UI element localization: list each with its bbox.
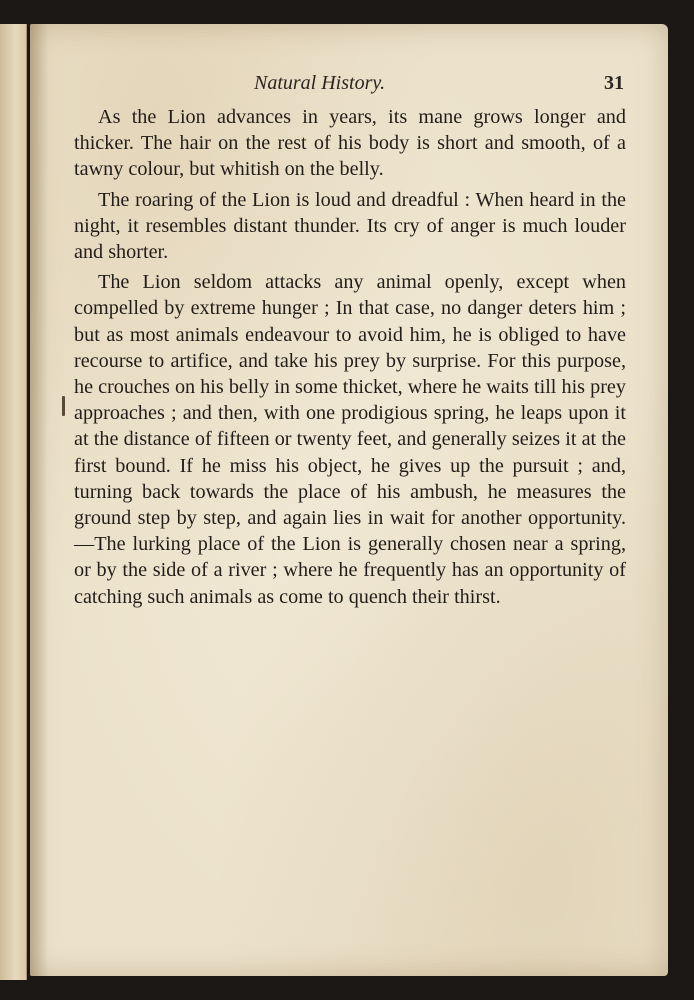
paragraph-hunting: The Lion seldom attacks any animal openly, except when compelled by extreme hunger ; In that case, no danger deters him ; but as most animals endeavour to avoid him, he is obliged to have recourse to artifice, and take his prey by surprise. For this purpose, he crouches on his belly in some thicket, where he waits till his prey approaches ; and then, with one prodigious spring, he leaps upon it at the distance of fifteen or twenty feet, and generally seizes it at the first bound. If he miss his object, he gives up the pursuit ; and, turning back towards the place of his ambush, he measures the ground step by step, and again lies in wait for another opportunity.—The lurking place of the Lion is generally chosen near a spring, or by the side of a river ; where he frequently has an opportunity of catching such animals as come to quench their thirst.: [74, 271, 626, 608]
page-number: 31: [604, 72, 624, 94]
spine-shadow: [30, 24, 48, 976]
margin-mark: [62, 396, 65, 416]
page-header: [74, 72, 624, 98]
facing-page-edge: [0, 24, 27, 980]
paragraph-mane: As the Lion advances in years, its mane grows longer and thicker. The hair on the rest of his body is short and smooth, of a tawny colour, but whitish on the belly.: [74, 106, 626, 181]
body-text: [74, 104, 626, 614]
running-head: Natural History.: [254, 72, 386, 94]
book-page: [30, 24, 668, 976]
paragraph-roaring: The roaring of the Lion is loud and dreadful : When heard in the night, it resembles distant thunder. Its cry of anger is much louder and shorter.: [74, 188, 626, 264]
